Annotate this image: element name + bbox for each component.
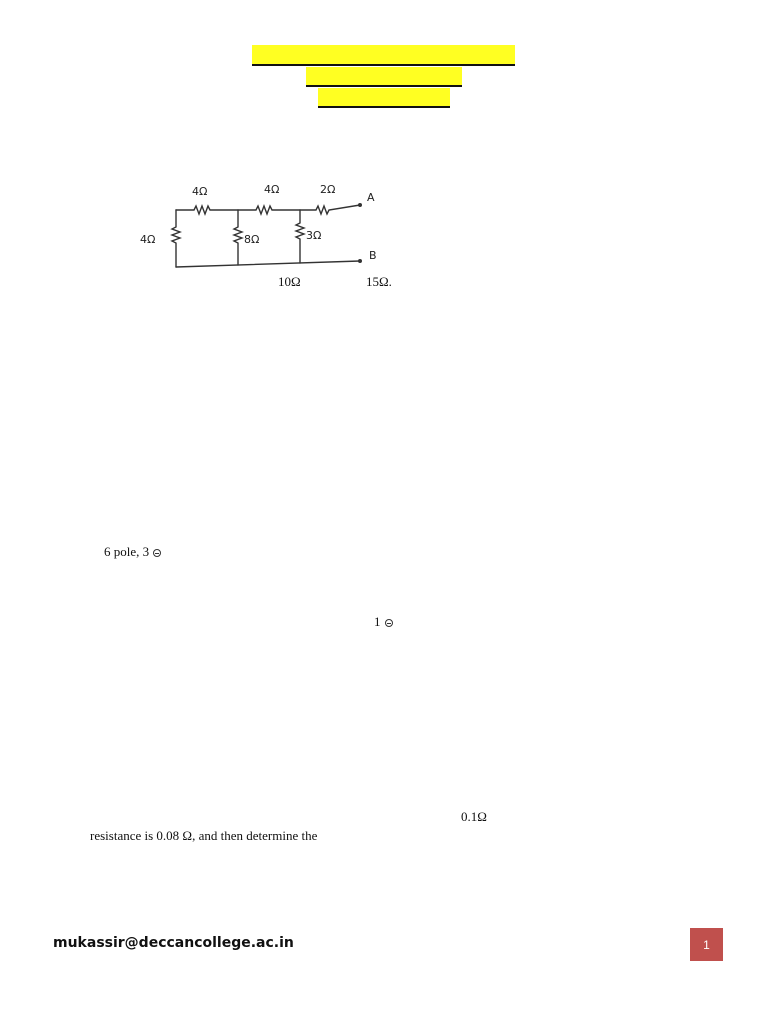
question-pole-text — [104, 544, 161, 560]
single-text: 1 — [374, 614, 381, 629]
label-terminal-a: A — [367, 191, 375, 204]
question-single-phase — [374, 614, 393, 630]
label-r-top1: 4Ω — [192, 185, 208, 198]
title-highlight-1 — [252, 45, 515, 66]
page-number-badge — [690, 928, 723, 961]
title-highlight-3 — [318, 88, 450, 108]
label-r-top2: 4Ω — [264, 183, 280, 196]
title-highlight-2 — [306, 67, 462, 87]
value-10-ohm: 10Ω — [278, 274, 301, 289]
value-0-1-ohm: 0.1Ω — [461, 809, 487, 824]
phase-icon — [153, 549, 161, 557]
phase-icon — [385, 619, 393, 627]
resistance-text-line: resistance is 0.08 Ω, and then determine the — [90, 828, 318, 843]
circuit-diagram — [130, 175, 390, 275]
label-r-mid2: 3Ω — [306, 229, 322, 242]
label-r-left: 4Ω — [140, 233, 156, 246]
value-15-ohm: 15Ω. — [366, 274, 392, 289]
page-number: 1 — [703, 937, 710, 952]
pole-text: 6 pole, 3 — [104, 544, 150, 559]
footer-email: mukassir@deccancollege.ac.in — [53, 935, 294, 951]
label-r-mid1: 8Ω — [244, 233, 260, 246]
label-r-top3: 2Ω — [320, 183, 336, 196]
label-terminal-b: B — [369, 249, 377, 262]
